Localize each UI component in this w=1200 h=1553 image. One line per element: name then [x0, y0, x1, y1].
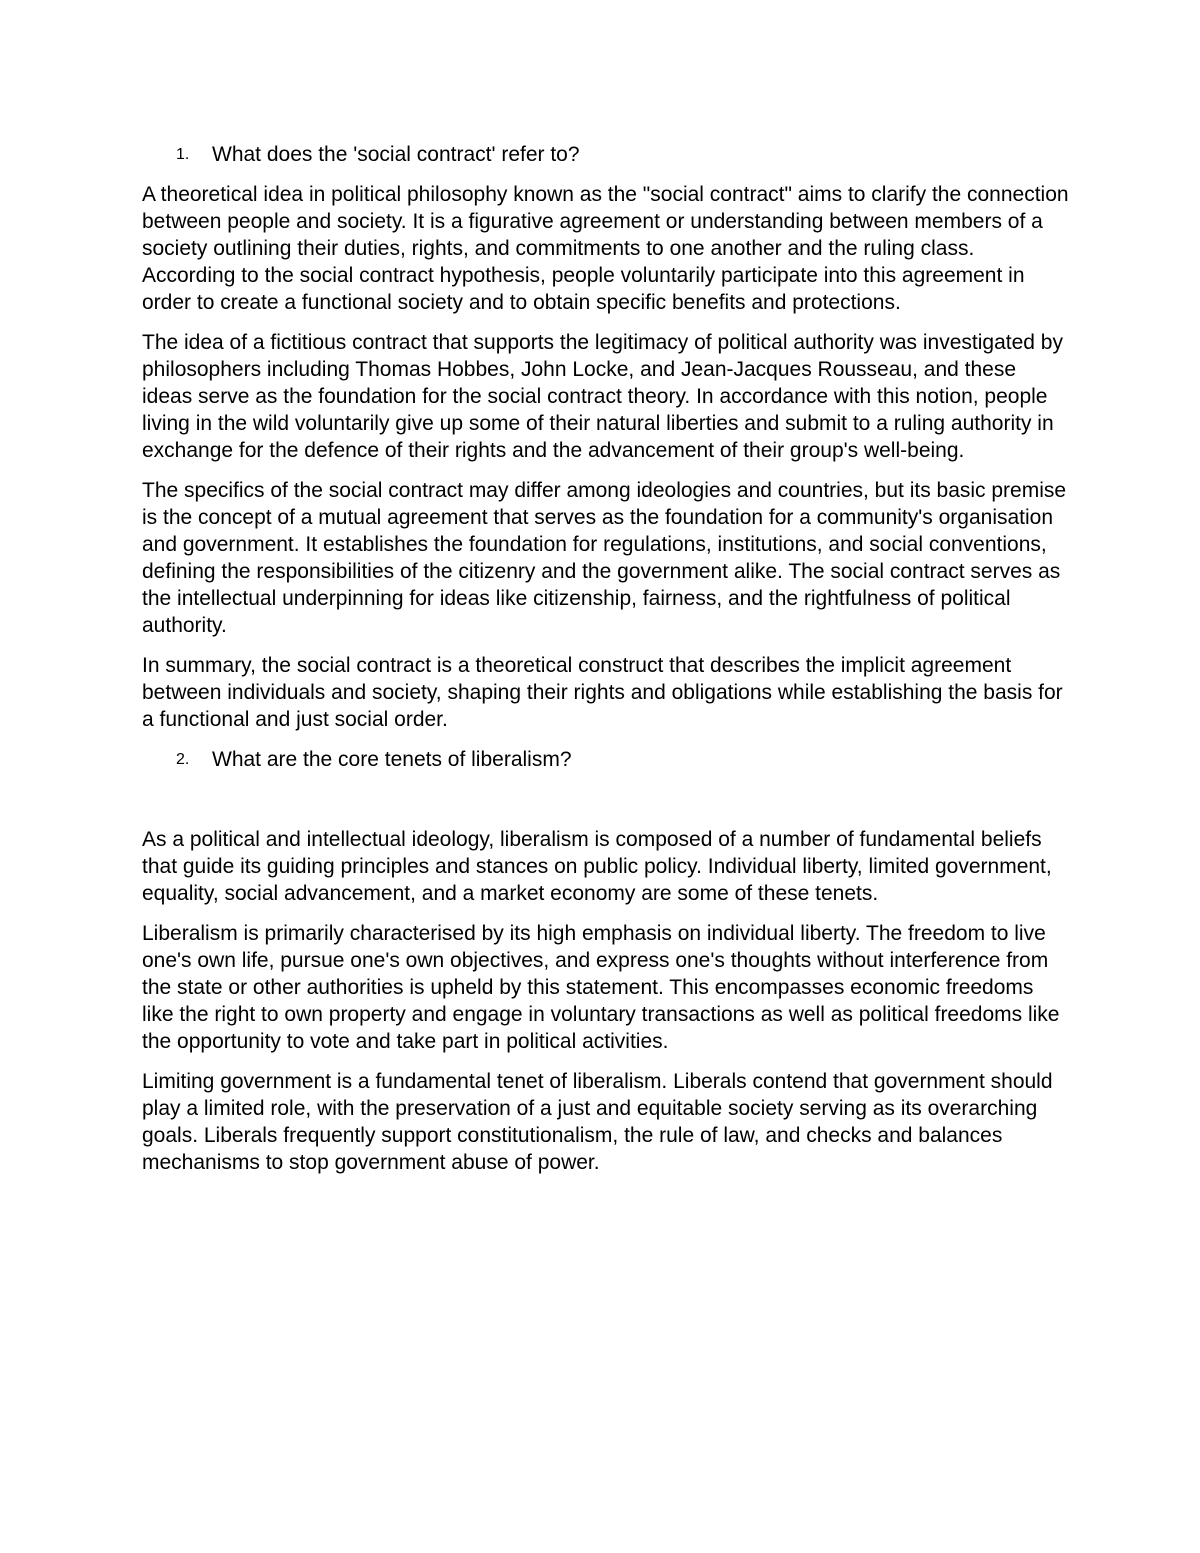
paragraph: Limiting government is a fundamental tenet of liberalism. Liberals contend that government should play a limited role, with the preservation of a just and equitable society serving as its overarching goals. Liberals frequently support constitutionalism, the rule of law, and checks and balances mechanisms to stop government abuse of power.: [142, 1070, 1053, 1174]
document-page: [142, 141, 1070, 1189]
paragraph: The specifics of the social contract may differ among ideologies and countries, but its basic premise is the concept of a mutual agreement that serves as the foundation for a community's organisation and government. It establishes the foundation for regulations, institutions, and social conventions, defining the responsibilities of the citizenry and the government alike. The social contract serves as the intellectual underpinning for ideas like citizenship, fairness, and the rightfulness of political authority.: [142, 479, 1067, 637]
paragraph: The idea of a fictitious contract that supports the legitimacy of political authority was investigated by philosophers including Thomas Hobbes, John Locke, and Jean-Jacques Rousseau, and these ideas serve as the foundation for the social contract theory. In accordance with this notion, people living in the wild voluntarily give up some of their natural liberties and submit to a ruling authority in exchange for the defence of their rights and the advancement of their group's well-being.: [142, 331, 1063, 462]
paragraph: A theoretical idea in political philosophy known as the "social contract" aims to clarify the connection between people and society. It is a figurative agreement or understanding between members of a society outlining their duties, rights, and commitments to one another and the ruling class. According to the social contract hypothesis, people voluntarily participate into this agreement in order to create a functional society and to obtain specific benefits and protections.: [142, 183, 1069, 314]
question-text: What are the core tenets of liberalism?: [212, 748, 572, 771]
paragraph: As a political and intellectual ideology, liberalism is composed of a number of fundamental beliefs that guide its guiding principles and stances on public policy. Individual liberty, limited government, equality, social advancement, and a market economy are some of these tenets.: [142, 828, 1052, 905]
list-number: 2.: [176, 751, 190, 768]
question-1-heading: [142, 141, 1070, 168]
blank-line: [142, 786, 1070, 826]
paragraph: In summary, the social contract is a theoretical construct that describes the implicit agreement between individuals and society, shaping their rights and obligations while establishing the basis for a functional and just social order.: [142, 654, 1063, 731]
question-2-heading: [142, 746, 1070, 773]
question-text: What does the 'social contract' refer to?: [212, 143, 580, 166]
list-number: 1.: [176, 146, 190, 163]
paragraph: Liberalism is primarily characterised by its high emphasis on individual liberty. The freedom to live one's own life, pursue one's own objectives, and express one's thoughts without interference from the state or other authorities is upheld by this statement. This encompasses economic freedoms like the right to own property and engage in voluntary transactions as well as political freedoms like the opportunity to vote and take part in political activities.: [142, 922, 1060, 1053]
